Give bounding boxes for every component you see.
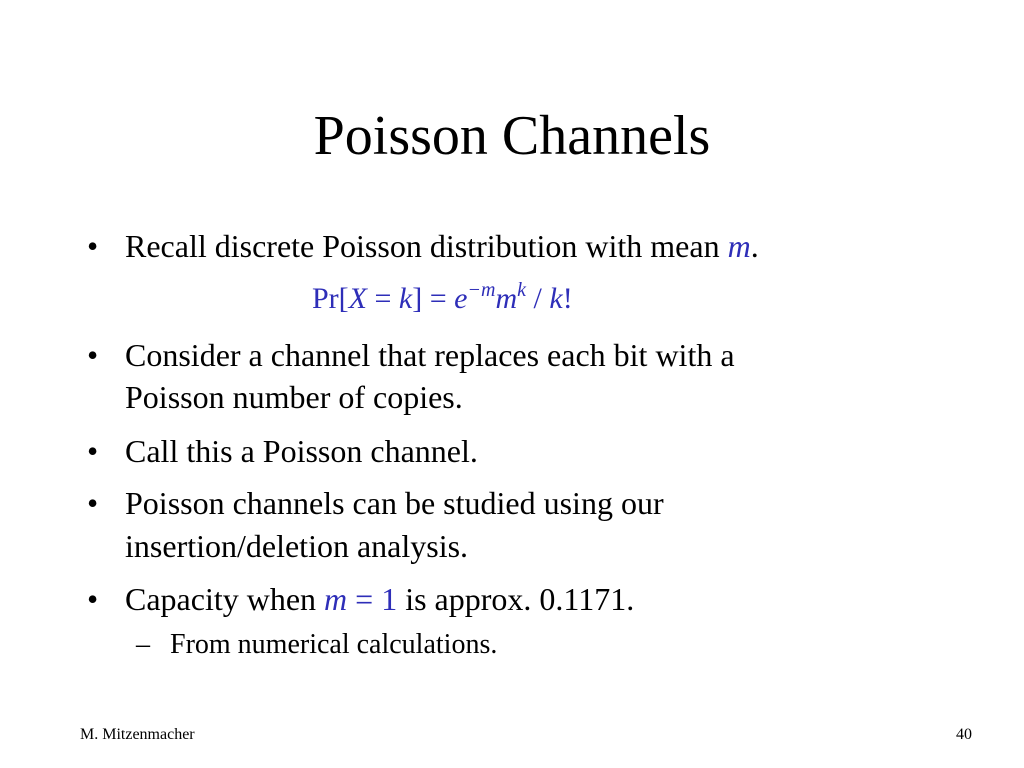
bullet-marker: •	[87, 433, 99, 469]
math-expression: m = 1	[324, 581, 398, 617]
footer-author: M. Mitzenmacher	[80, 726, 195, 743]
poisson-formula: $Pr[X = k] = e^{-m}m^k / k$!	[312, 279, 573, 315]
bullet-text-line: Consider a channel that replaces each bit with a	[125, 337, 735, 373]
bullet-text: Capacity when m = 1 is approx. 0.1171.	[125, 581, 635, 617]
bullet-text: Call this a Poisson channel.	[125, 433, 478, 469]
bullet-marker: •	[87, 337, 99, 373]
sub-bullet-marker: –	[136, 629, 150, 660]
bullet-text-line: Poisson channels can be studied using our	[125, 485, 664, 521]
bullet-text: Recall discrete Poisson distribution with mean m.	[125, 228, 759, 264]
sub-bullet-text: From numerical calculations.	[170, 629, 498, 660]
page-number: 40	[956, 726, 972, 743]
bullet-marker: •	[87, 228, 99, 264]
math-variable: m	[727, 228, 751, 264]
slide-title: Poisson Channels	[313, 105, 711, 167]
bullet-marker: •	[87, 581, 99, 617]
bullet-text-line: Poisson number of copies.	[125, 379, 463, 415]
bullet-text-line: insertion/deletion analysis.	[125, 528, 469, 564]
bullet-marker: •	[87, 485, 99, 521]
